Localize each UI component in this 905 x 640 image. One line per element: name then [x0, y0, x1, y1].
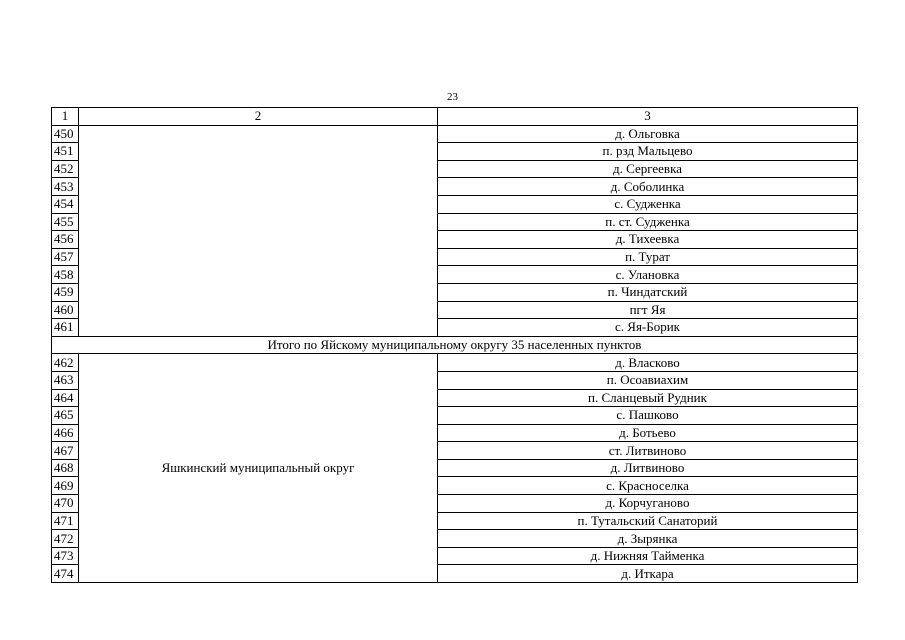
- row-number: 456: [52, 231, 79, 249]
- district-name: Яшкинский муниципальный округ: [79, 354, 438, 583]
- row-number: 464: [52, 389, 79, 407]
- settlement-name: д. Соболинка: [438, 178, 858, 196]
- row-number: 450: [52, 125, 79, 143]
- settlement-name: п. Осоавиахим: [438, 371, 858, 389]
- row-number: 463: [52, 371, 79, 389]
- row-number: 462: [52, 354, 79, 372]
- settlement-name: ст. Литвиново: [438, 442, 858, 460]
- settlement-name: с. Судженка: [438, 195, 858, 213]
- settlement-name: д. Нижняя Тайменка: [438, 547, 858, 565]
- row-number: 474: [52, 565, 79, 583]
- settlement-name: п. Тутальский Санаторий: [438, 512, 858, 530]
- table-row: [52, 354, 858, 372]
- settlement-name: д. Ольговка: [438, 125, 858, 143]
- settlement-name: д. Корчуганово: [438, 495, 858, 513]
- row-number: 457: [52, 248, 79, 266]
- settlement-name: д. Иткара: [438, 565, 858, 583]
- settlement-name: с. Пашково: [438, 407, 858, 425]
- header-col-2: 2: [79, 108, 438, 126]
- table-body: [52, 125, 858, 582]
- row-number: 455: [52, 213, 79, 231]
- settlement-name: п. ст. Судженка: [438, 213, 858, 231]
- row-number: 454: [52, 195, 79, 213]
- subtotal-row: [52, 336, 858, 354]
- table-row: [52, 125, 858, 143]
- settlement-name: д. Тихеевка: [438, 231, 858, 249]
- settlement-name: д. Зырянка: [438, 530, 858, 548]
- row-number: 452: [52, 160, 79, 178]
- settlement-name: д. Ботьево: [438, 424, 858, 442]
- row-number: 472: [52, 530, 79, 548]
- district-name: [79, 125, 438, 336]
- row-number: 467: [52, 442, 79, 460]
- settlement-name: п. рзд Мальцево: [438, 143, 858, 161]
- row-number: 468: [52, 459, 79, 477]
- settlement-name: д. Сергеевка: [438, 160, 858, 178]
- header-col-1: 1: [52, 108, 79, 126]
- row-number: 471: [52, 512, 79, 530]
- row-number: 461: [52, 319, 79, 337]
- row-number: 466: [52, 424, 79, 442]
- settlement-name: п. Турат: [438, 248, 858, 266]
- settlement-name: с. Красноселка: [438, 477, 858, 495]
- row-number: 473: [52, 547, 79, 565]
- settlement-name: п. Чиндатский: [438, 283, 858, 301]
- row-number: 453: [52, 178, 79, 196]
- table-header-row: [52, 108, 858, 126]
- row-number: 465: [52, 407, 79, 425]
- page-number: 23: [447, 91, 458, 103]
- header-col-3: 3: [438, 108, 858, 126]
- row-number: 469: [52, 477, 79, 495]
- settlement-name: с. Яя-Борик: [438, 319, 858, 337]
- settlement-name: д. Власково: [438, 354, 858, 372]
- row-number: 451: [52, 143, 79, 161]
- row-number: 459: [52, 283, 79, 301]
- row-number: 470: [52, 495, 79, 513]
- settlement-name: пгт Яя: [438, 301, 858, 319]
- settlement-name: п. Сланцевый Рудник: [438, 389, 858, 407]
- settlement-name: с. Улановка: [438, 266, 858, 284]
- settlement-name: д. Литвиново: [438, 459, 858, 477]
- row-number: 460: [52, 301, 79, 319]
- row-number: 458: [52, 266, 79, 284]
- subtotal-text: Итого по Яйскому муниципальному округу 35 населенных пунктов: [52, 336, 858, 354]
- settlements-table: [51, 107, 858, 583]
